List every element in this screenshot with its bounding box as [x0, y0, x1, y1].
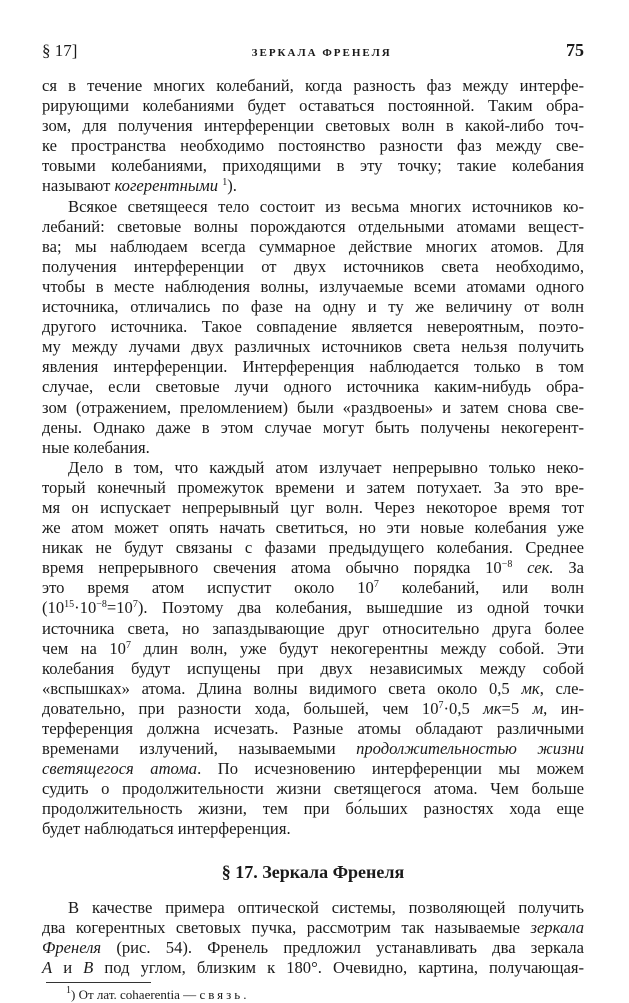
text-line: же атом может опять начать светиться, но эти новые колебания уже: [42, 518, 584, 538]
text-line: дены. Однако даже в этом случае могут быть получены некогерент-: [42, 417, 584, 437]
text-line: светящегося атома. По исчезновению интерференции мы можем: [42, 759, 585, 779]
text-line: колебания будут испущены при двух независимых между собой: [42, 658, 584, 678]
text-line: два когерентных световых пучка, рассмотрим так называемые зеркала: [42, 917, 584, 937]
text-line: «вспышках» атома. Длина волны видимого света около 0,5 мк, сле-: [42, 678, 584, 698]
text-line: Всякое светящееся тело состоит из весьма многих источников ко-: [68, 196, 584, 216]
text-line: Дело в том, что каждый атом излучает непрерывно только неко-: [68, 457, 584, 477]
text-line: ке пространства необходимо постоянство разности фаз между све-: [42, 136, 584, 156]
text-line: терференция должна исчезать. Разные атомы обладают различными: [42, 719, 584, 738]
paragraph-1: [42, 76, 584, 197]
text-line: А и В под углом, близким к 180°. Очевидно, картина, получающая-: [42, 957, 585, 977]
body-text: [42, 76, 584, 978]
footnote: $^1$) От лат. cohaerentia — связь.: [66, 985, 247, 1003]
page-number: 75: [566, 40, 584, 60]
text-line: $(10^{15}\cdot 10^{-8}=10^7)$. Поэтому два колебания, вышедшие из одной точки: [42, 598, 584, 618]
book-page: [42, 40, 584, 1003]
text-line: зом (отражением, преломлением) были «раздвоены» и затем снова све-: [42, 397, 584, 417]
running-header: [42, 40, 584, 64]
paragraph-2: [42, 197, 584, 458]
running-title: ЗЕРКАЛА ФРЕНЕЛЯ: [251, 47, 392, 59]
section-heading: § 17. Зеркала Френеля: [221, 861, 405, 882]
text-line: источника, отличались по фазе на одну и ту же величину от волн: [42, 297, 584, 317]
text-line: случае, если световые лучи одного источника каким-нибудь обра-: [42, 377, 584, 397]
text-line: будет наблюдаться интерференция.: [42, 819, 291, 839]
text-line: другого источника. Такое совпадение является невероятным, поэто-: [42, 317, 584, 337]
text-line: чем на $10^7$ длин волн, уже будут некогерентны между собой. Эти: [42, 638, 584, 658]
paragraph-3: [42, 458, 584, 840]
text-line: Френеля (рис. 54). Френель предложил устанавливать два зеркала: [42, 937, 584, 957]
text-line: рирующими колебаниями будет оставаться постоянной. Таким обра-: [42, 96, 584, 116]
text-line: В качестве примера оптической системы, позволяющей получить: [68, 897, 584, 917]
text-line: продолжительность жизни, тем при бо́льших разностях хода еще: [42, 799, 584, 819]
section-reference: § 17]: [42, 41, 78, 60]
footnote-marker: 1: [66, 985, 71, 997]
term-lifetime: продолжительностью жизни: [356, 739, 584, 759]
text-line: му между лучами двух различных источников света нельзя получить: [42, 337, 584, 357]
text-line: мя он испускает непрерывный цуг волн. Через некоторое время тот: [42, 497, 584, 517]
text-line: получения интерференции от двух источников света необходимо,: [42, 256, 584, 276]
text-line: источника света, но запаздывающие друг относительно друга более: [42, 618, 584, 638]
text-line: называют когерентными $^1$).: [42, 176, 237, 196]
text-line: торый конечный промежуток времени и затем потухает. За это вре-: [42, 477, 584, 497]
text-line: время непрерывного свечения атома обычно порядка $10^{-8}$ сек. За: [42, 558, 585, 578]
text-line: зом, для получения интерференции световых волн в какой-либо точ-: [42, 116, 584, 136]
section-paragraph: [42, 898, 584, 978]
footnote-divider: [46, 982, 151, 983]
text-line: судить о продолжительности жизни светящегося атома. Чем больше: [42, 779, 584, 799]
text-line: никак не будут связаны с фазами предыдущего колебания. Среднее: [42, 538, 584, 558]
text-line: это время атом испустит около $10^7$ колебаний, или волн: [42, 578, 584, 598]
text-line: явления интерференции. Интерференция наблюдается только в том: [42, 357, 584, 377]
text-line: чтобы в месте наблюдения волны, излучаемые всеми атомами одного: [42, 276, 584, 296]
text-line: лебаний: световые волны порождаются отдельными атомами вещест-: [42, 216, 584, 236]
text-line: ся в течение многих колебаний, когда разность фаз между интерфе-: [42, 76, 584, 95]
text-line: ные колебания.: [42, 437, 150, 457]
text-line: временами излучений, называемыми продолжительностью жизни: [42, 739, 584, 759]
term-coherent: когерентными: [114, 176, 219, 196]
text-line: товыми колебаниями, приходящими в эту точку; такие колебания: [42, 156, 584, 176]
footnote-ref[interactable]: 1: [222, 177, 228, 189]
text-line: ва; мы наблюдаем всегда суммарное действие многих атомов. Для: [42, 236, 584, 256]
text-line: довательно, при разности хода, большей, чем $10^7\cdot 0,5$ мк=5 м, ин-: [42, 698, 584, 718]
